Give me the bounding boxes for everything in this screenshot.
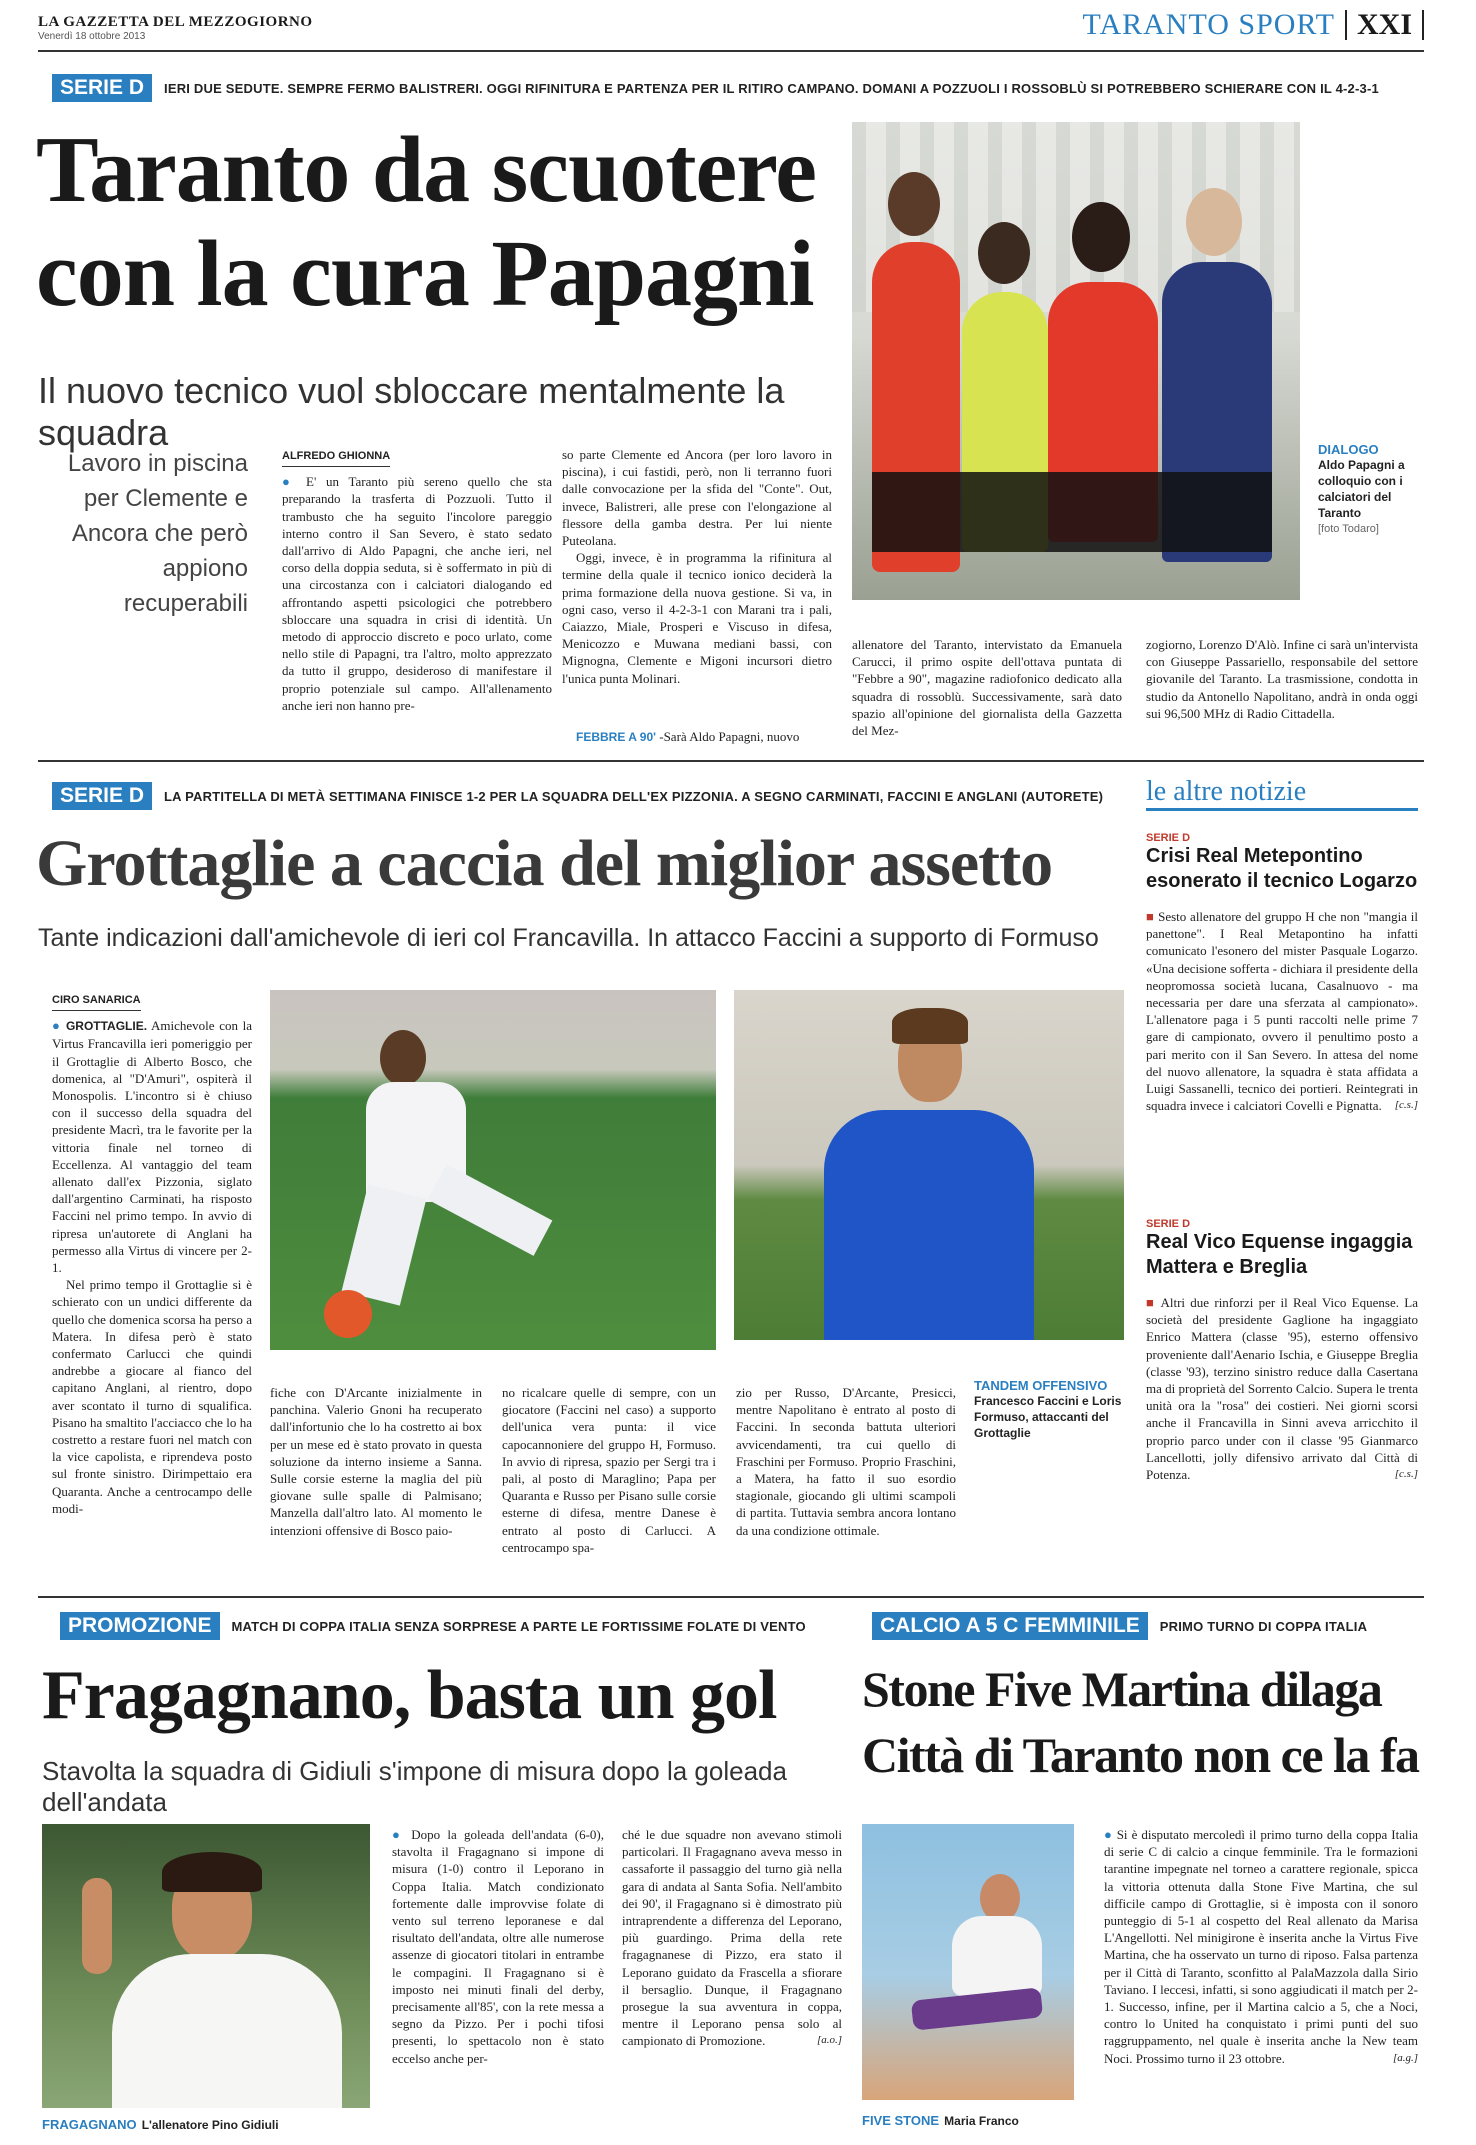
story4-caption-kicker: FIVE STONE bbox=[862, 2113, 940, 2128]
story4-kicker: CALCIO A 5 C FEMMINILE bbox=[872, 1612, 1148, 1640]
story1-col4: zogiorno, Lorenzo D'Alò. Infine ci sarà un'intervista con Giuseppe Passariello, responsabile del settore giovanile del Taranto. La trasmissione, condotta in studio da Antonello Napolitano, andrà in onda oggi sui 96,500 MHz di Radio Cittadella. bbox=[1146, 637, 1418, 721]
story4-kicker-text: PRIMO TURNO DI COPPA ITALIA bbox=[1159, 1618, 1368, 1634]
story1-caption bbox=[1318, 442, 1418, 537]
story2-kicker-line bbox=[52, 782, 1103, 810]
story2-col4: zio per Russo, D'Arcante, Presicci, mentre Napolitano è entrato al posto di Faccini. In seconda battuta ulteriori avvicendamenti, tra cui quello di Fraschini per Formuso. Proprio Fraschini, a Matera, ha fatto il suo esordio stagionale, giocando gli ultimi scampoli di partita. Tuttavia sembra ancora lontano da una condizione ottimale. bbox=[736, 1385, 956, 1538]
story1-caption-kicker: DIALOGO bbox=[1318, 442, 1379, 457]
story2-col1: CIRO SANARICA ● GROTTAGLIE. Amichevole con la Virtus Francavilla ieri pomeriggio per il Grottaglie di Alberto Bosco, che domenica, al "D'Amuri", ospiterà il Monospolis. L'incontro si è chiuso con il successo della squadra del presidente Macrì, tra le favorite per la vittoria finale nel torneo di Eccellenza. Al vantaggio del team allenato dall'ex Pizzonia, siglato dall'argentino Carminati, ha risposto Faccini nel primo tempo. In avvio di ripresa un'autorete di Anglani ha permesso alla Virtus di vincere per 2-1. Nel primo tempo il Grottaglie si è schierato con un undici differente da quello che domenica scorsa ha perso a Matera. In difesa però è stato confermato Carlucci che quindi andrebbe a giocare al fianco del capitano Anglani, al rientro, dopo aver scontato il turno di squalifica. Pisano ha smaltito l'acciacco che lo ha costretto a restare fuori nel match con la vice capolista, e riprendeva posto sul fronte sinistro. Dirimpettaio era Quaranta. Anche a centrocampo delle modi- bbox=[52, 994, 252, 1516]
sidebar-header bbox=[1146, 776, 1418, 811]
section-header bbox=[1083, 8, 1424, 42]
section-rule-1 bbox=[38, 760, 1424, 762]
story2-subtitle: Tante indicazioni dall'amichevole di ieri col Francavilla. In attacco Faccini a supporto di Formuso bbox=[38, 924, 1099, 952]
story3-caption-kicker: FRAGAGNANO bbox=[42, 2117, 137, 2132]
story3-kicker: PROMOZIONE bbox=[60, 1612, 220, 1640]
story3-kicker-text: MATCH DI COPPA ITALIA SENZA SORPRESE A PARTE LE FORTISSIME FOLATE DI VENTO bbox=[231, 1618, 806, 1634]
story1-summary: Lavoro in piscina per Clemente e Ancora che però appiono recuperabili bbox=[67, 450, 248, 617]
sidebar-n1-title: Crisi Real Metepontino esonerato il tecnico Logarzo bbox=[1146, 845, 1418, 892]
story2-col2: fiche con D'Arcante inizialmente in panchina. Valerio Gnoni ha recuperato dall'infortunio che lo ha costretto ai box per un mese ed è stato provato in questa soluzione da interno insieme a Sanna. Sulle corsie esterne la maglia del più giovane sulle spalle di Palmisano; Manzella dall'altro lato. Al momento le intenzioni offensive di Bosco paio- bbox=[270, 1385, 482, 1538]
story4-photo bbox=[862, 1824, 1074, 2100]
story2-caption-kicker: TANDEM OFFENSIVO bbox=[974, 1378, 1108, 1393]
sidebar-news-2: SERIE D Real Vico Equense ingaggia Mattera e Breglia ■ Altri due rinforzi per il Real Vico Equense. La società del presidente Gaglione ha ingaggiato Enrico Mattera (classe '95), esterno offensivo proveniente dall'Aenario Ischia, e Giuseppe Breglia (classe '93), terzino sinistro reduce dalla Casertana ma di proprietà del Sorrento Calcio. Supera le trenta unità ora la "rosa" dei costieri. Nei giorni scorsi anche il Francavilla in Sinni aveva arricchito il proprio parco under con il classe '95 Gianmarco Lancellotti, jolly difensivo arrivato dal Città di Potenza. [c.s.] bbox=[1146, 1218, 1418, 1483]
story1-col2 bbox=[562, 446, 832, 746]
story4-headline-line1: Stone Five Martina dilaga bbox=[862, 1661, 1382, 1717]
sidebar-n1-kicker: SERIE D bbox=[1146, 832, 1191, 844]
story3-subtitle: Stavolta la squadra di Gidiuli s'impone di misura dopo la goleada dell'andata bbox=[42, 1756, 787, 1817]
story1-caption-text: Aldo Papagni a colloquio con i calciatori del Taranto bbox=[1318, 458, 1405, 520]
story3-caption-text: L'allenatore Pino Gidiuli bbox=[141, 2118, 279, 2132]
sidebar-title: le altre notizie bbox=[1146, 776, 1307, 807]
story2-photo-formuso bbox=[734, 990, 1124, 1340]
story4-body: ● Si è disputato mercoledì il primo turno della coppa Italia di serie C di calcio a cinque femminile. Tra le formazioni tarantine impegnate nel torneo a carattere regionale, spicca la vittoria ottenuta dalla Stone Five Martina, che sul difficile campo di Grottaglie, si è imposta con il sonoro punteggio di 5-1 al cospetto del Real allenato da Marisa L'Angellotti. Nel minigirone è inserita anche la Virtus Five Martina, che ha osservato un turno di riposo. Falsa partenza per il Città di Taranto, sconfitto al PalaMazzola dalla Sirio Taviano. I leccesi, infatti, si sono aggiudicati il match per 2-1. Successo, infine, per il Martina calcio a 5, che a Noci, contro lo United ha conquistato i primi punti del suo raggruppamento, nel quale è inserita anche la New team Noci. Prossimo turno il 23 ottobre. [a.g.] bbox=[1104, 1827, 1418, 2066]
story3-col1: ● Dopo la goleada dell'andata (6-0), stavolta il Fragagnano si impone di misura (1-0) contro il Leporano in Coppa Italia. Match condizionato fortemente dalle improvvise folate di vento sul terreno leporanese e dal risultato dell'andata, oltre alle numerose assenze di giocatori titolari in entrambe le compagini. Il Fragagnano si è imposto nei minuti finali del derby, precisamente all'85', con la rete messa a segno da Pizzo. Per i pochi tifosi presenti, lo spettacolo non è stato eccelso anche per- bbox=[392, 1827, 604, 2066]
story1-col1-text: ● E' un Taranto più sereno quello che sta preparando la trasferta di Pozzuoli. Tutto il trambusto che ha seguito l'incolore pareggio interno contro il San Severo, è stato sedato dall'arrivo di Aldo Papagni, che anche ieri, nel corso della doppia seduta, si è soffermato in più di una circostanza con i calciatori dialogando ed affrontando aspetti psicologici che potrebbero sbloccare una squadra in crisi di identità. Un metodo di approccio discreto e poco urlato, come nello stile di Papagni, tra l'altro, molto apprezzato da tutto il gruppo, desideroso di manifestare il proprio potenziale sul campo. All'allenamento anche ieri non hanno pre- bbox=[282, 474, 552, 713]
story2-headline: Grottaglie a caccia del miglior assetto bbox=[36, 827, 1053, 900]
masthead-paper bbox=[38, 14, 313, 42]
story4-headline bbox=[862, 1656, 1422, 1788]
story1-col2b-text: Oggi, invece, è in programma la rifinitura al termine della quale il tecnico ionico deciderà la prima formazione della nuova gestione. Si va, in ogni caso, verso il 4-2-3-1 con Marani tra i pali, Caiazzo, Miale, Prosperi e Viscuso in difesa, Menicozzo e Muwana mediani bassi, con Mignogna, Clemente e Migoni incursori dietro l'unica punta Molinari. bbox=[562, 550, 832, 686]
story2-kicker-text: LA PARTITELLA DI METÀ SETTIMANA FINISCE 1-2 PER LA SQUADRA DELL'EX PIZZONIA. A SEGNO CARMINATI, FACCINI E ANGLANI (AUTORETE) bbox=[164, 788, 1104, 804]
story2-byline: CIRO SANARICA bbox=[52, 992, 141, 1011]
story3-photo bbox=[42, 1824, 370, 2108]
story3-headline: Fragagnano, basta un gol bbox=[42, 1657, 777, 1734]
masthead-rule bbox=[38, 50, 1424, 52]
story4-caption bbox=[862, 2110, 1074, 2129]
story3-caption bbox=[42, 2114, 382, 2133]
story4-headline-line2: Città di Taranto non ce la fa bbox=[862, 1727, 1419, 1783]
story4-kicker-line bbox=[872, 1612, 1367, 1640]
story1-headline-line2: con la cura Papagni bbox=[36, 222, 814, 326]
story1-photo-credit: [foto Todaro] bbox=[1318, 523, 1379, 535]
story1-kicker-line bbox=[52, 74, 1379, 102]
paper-date: Venerdì 18 ottobre 2013 bbox=[38, 31, 146, 42]
story2-caption-text: Francesco Faccini e Loris Formuso, attaccanti del Grottaglie bbox=[974, 1394, 1122, 1440]
story1-headline-line1: Taranto da scuotere bbox=[36, 118, 816, 222]
story3-kicker-line bbox=[60, 1612, 806, 1640]
story1-col3: allenatore del Taranto, intervistato da Emanuela Carucci, il primo ospite dell'ottava puntata di "Febbre a 90", magazine radiofonico dedicato alla squadra di rossoblù. Successivamente, sarà dato spazio all'opinione del giornalista della Gazzetta del Mez- bbox=[852, 637, 1122, 739]
story2-caption bbox=[974, 1378, 1124, 1441]
story1-kicker: SERIE D bbox=[52, 74, 152, 102]
story1-headline bbox=[36, 118, 866, 326]
story1-byline: ALFREDO GHIONNA bbox=[282, 448, 390, 467]
story1-col2-kicker: FEBBRE A 90' -Sarà Aldo Papagni, nuovo bbox=[576, 729, 800, 744]
paper-name: LA GAZZETTA DEL MEZZOGIORNO bbox=[38, 14, 313, 30]
sidebar-n2-title: Real Vico Equense ingaggia Mattera e Breglia bbox=[1146, 1231, 1413, 1278]
story1-kicker-text: IERI DUE SEDUTE. SEMPRE FERMO BALISTRERI. OGGI RIFINITURA E PARTENZA PER IL RITIRO CAMPANO. DOMANI A POZZUOLI I ROSSOBLÙ SI POTREBBERO SCHIERARE CON IL 4-2-3-1 bbox=[164, 80, 1379, 96]
story1-subtitle: Il nuovo tecnico vuol sbloccare mentalmente la squadra bbox=[38, 370, 785, 453]
story2-kicker: SERIE D bbox=[52, 782, 152, 810]
story1-col2-text: so parte Clemente ed Ancora (per loro lavoro in piscina), i cui fastidi, però, non li terranno fuori dalle convocazione per la sfida del "Conte". Out, invece, Balistreri, alle prese con l'elongazione al flessore della gamba destra. Per lui niente Puteolana. bbox=[562, 447, 832, 549]
story2-col3: no ricalcare quelle di sempre, con un giocatore (Faccini nel caso) a supporto dell'unica vera punta: il vice capocannoniere del gruppo H, Formuso. In avvio di ripresa, spazio per Sergi tra i pali, al posto di Maraglino; Papa per Quaranta e Russo per Pisano sulle corsie esterne di difesa, mentre Danese è entrato al posto di Carlucci. A centrocampo spa- bbox=[502, 1385, 716, 1555]
story1-photo bbox=[852, 122, 1300, 600]
page-number: XXI bbox=[1356, 8, 1412, 41]
story1-col1 bbox=[282, 446, 552, 746]
section-title: TARANTO SPORT bbox=[1082, 8, 1335, 41]
sidebar-news-1: SERIE D Crisi Real Metepontino esonerato il tecnico Logarzo ■ Sesto allenatore del gruppo H che non "mangia il panettone". I Real Metapontino ha infatti comunicato l'esonero del mister Pasquale Logarzo. «Una decisione sofferta - dichiara il presidente della neopromossa società lucana, Casalnuovo - ma necessaria per dare una sferzata al campionato». L'allenatore paga i 5 punti raccolti nelle prime 7 gare di campionato, ovvero il penultimo posto a pari merito con il San Severo. In attesa del nome del nuovo allenatore, la squadra è stata affidata a Luigi Sassanelli, tecnico dei portieri. Reintegrati in squadra invece i calciatori Covelli e Pignatta. [c.s.] bbox=[1146, 832, 1418, 1114]
story3-col2: ché le due squadre non avevano stimoli particolari. Il Fragagnano aveva messo in cassaforte il passaggio del turno già nella gara di andata al Santa Sofia. Nell'ambito dei 90', il Fragagnano si è dimostrato più intraprendente a differenza del Leporano, più guardingo. Prima della rete fragagnanese di Pizzo, era stato il Leporano guidato da Frascella a sfiorare il bersaglio. Dunque, il Fragagnano prosegue la sua avventura in coppa, mentre il Leporano pensa solo al campionato di Promozione. [a.o.] bbox=[622, 1827, 842, 2049]
sidebar-n2-kicker: SERIE D bbox=[1146, 1218, 1191, 1230]
story2-photo-faccini bbox=[270, 990, 716, 1350]
section-rule-2 bbox=[38, 1596, 1424, 1598]
story4-caption-text: Maria Franco bbox=[944, 2114, 1019, 2128]
